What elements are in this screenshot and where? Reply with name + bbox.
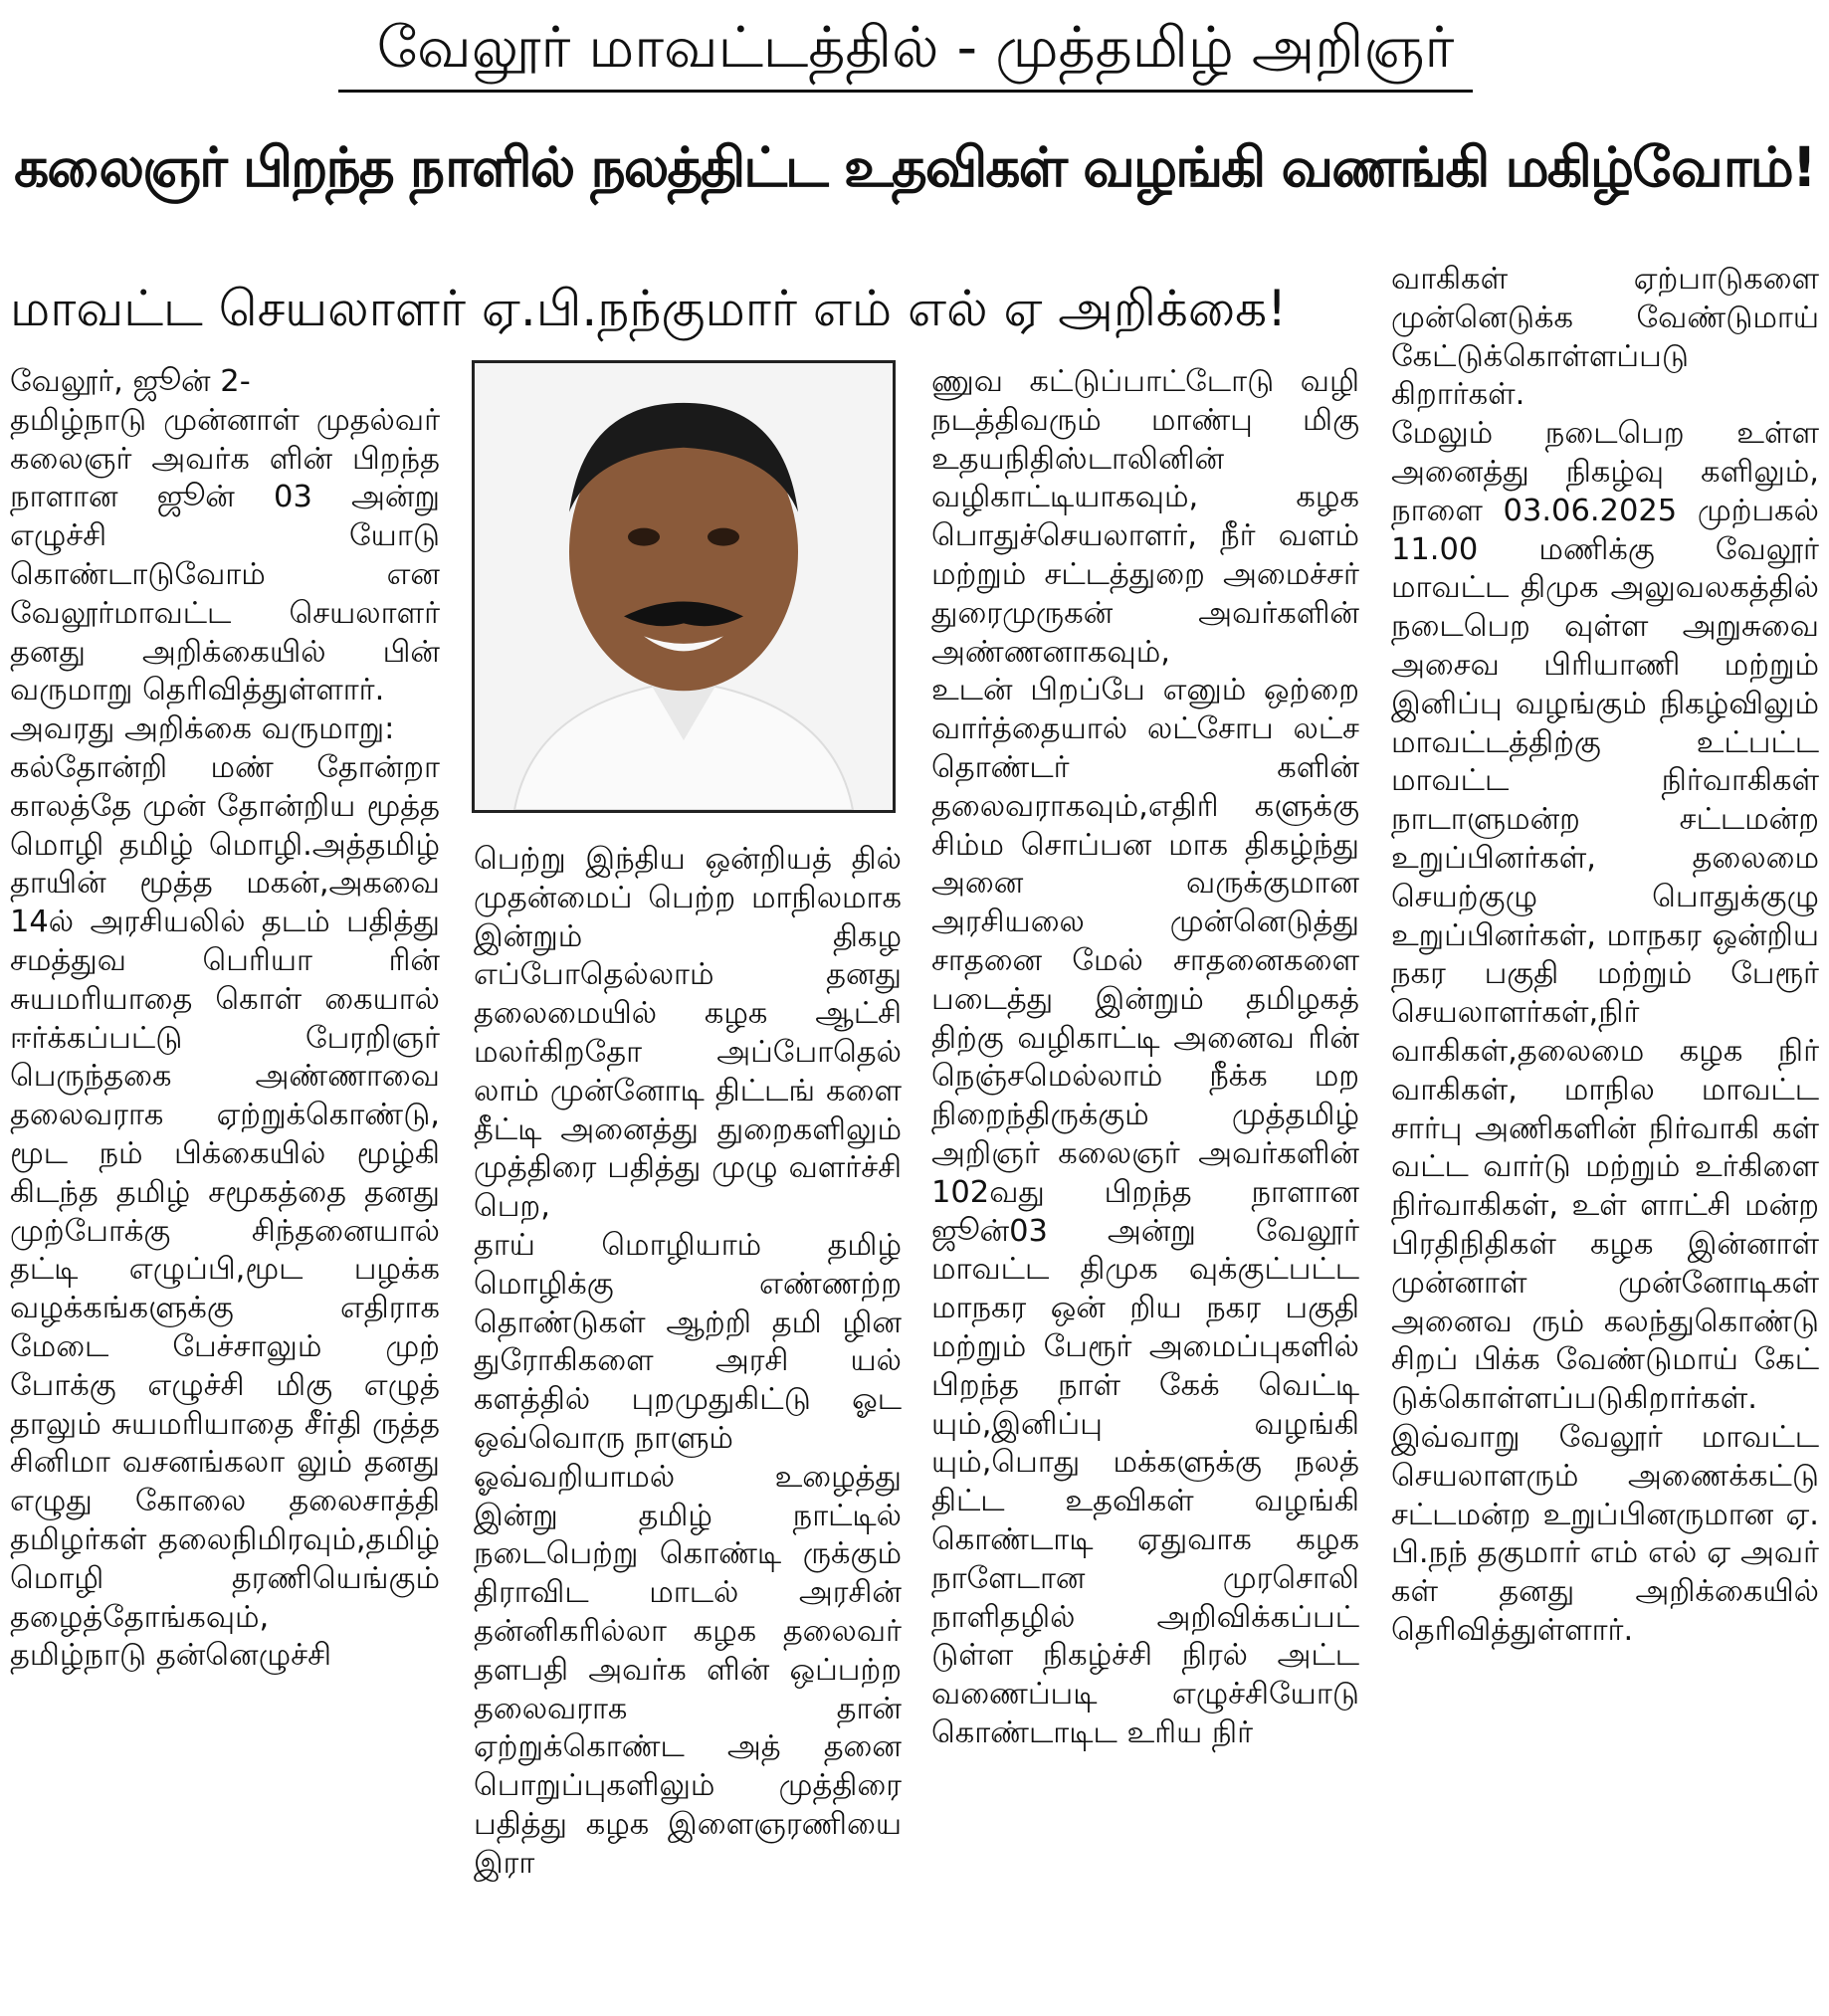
article-column-1: வேலூர், ஜூன் 2- தமிழ்நாடு முன்னாள் முதல்வர் கலைஞர் அவர்க ளின் பிறந்த நாளான ஜூன் 03 அன்று எழுச்சி யோடு கொண்டாடுவோம் என வேலூர்மாவட்ட செயலாளர் தனது அறிக்கையில் பின் வருமாறு தெரிவித்துள்ளார். அவரது அறிக்கை வருமாறு: கல்தோன்றி மண் தோன்றா காலத்தே முன் தோன்றிய மூத்த மொழி தமிழ் மொழி.அத்தமிழ் தாயின் மூத்த மகன்,அகவை 14ல் அரசியலில் தடம் பதித்து சமத்துவ பெரியா ரின் சுயமரியாதை கொள் கையால் ஈர்க்கப்பட்டு பேரறிஞர் பெருந்தகை அண்ணாவை தலைவராக ஏற்றுக்கொண்டு, மூட நம் பிக்கையில் மூழ்கி கிடந்த தமிழ் சமூகத்தை தனது முற்போக்கு சிந்தனையால் தட்டி எழுப்பி,மூட பழக்க வழக்கங்களுக்கு எதிராக மேடை பேச்சாலும் முற் போக்கு எழுச்சி மிகு எழுத் தாலும் சுயமரியாதை சீர்தி ருத்த சினிமா வசனங்கலா லும் தனது எழுது கோலை தலைசாத்தி தமிழர்கள் தலைநிமிரவும்,தமிழ் மொழி தரணியெங்கும் தழைத்தோங்கவும், தமிழ்நாடு தன்னெழுச்சி <box>10 364 440 1674</box>
portrait-photo <box>472 360 896 813</box>
article-column-4: வாகிகள் ஏற்பாடுகளை முன்னெடுக்க வேண்டுமாய் கேட்டுக்கொள்ளப்படு கிறார்கள். மேலும் நடைபெற உள்ள அனைத்து நிகழ்வு களிலும், நாளை 03.06.2025 முற்பகல் 11.00 மணிக்கு வேலூர் மாவட்ட திமுக அலுவலகத்தில் நடைபெற வுள்ள அறுசுவை அசைவ பிரியாணி மற்றும் இனிப்பு வழங்கும் நிகழ்விலும் மாவட்டத்திற்கு உட்பட்ட மாவட்ட நிர்வாகிகள் நாடாளுமன்ற சட்டமன்ற உறுப்பினர்கள், தலைமை செயற்குழு பொதுக்குழு உறுப்பினர்கள், மாநகர ஒன்றிய நகர பகுதி மற்றும் பேரூர் செயலாளர்கள்,நிர் வாகிகள்,தலைமை கழக நிர் வாகிகள், மாநில மாவட்ட சார்பு அணிகளின் நிர்வாகி கள் வட்ட வார்டு மற்றும் உர்கிளை நிர்வாகிகள், உள் ளாட்சி மன்ற பிரதிநிதிகள் கழக இன்னாள் முன்னாள் முன்னோடிகள் அனைவ ரும் கலந்துகொண்டு சிறப் பிக்க வேண்டுமாய் கேட் டுக்கொள்ளப்படுகிறார்கள். இவ்வாறு வேலூர் மாவட்ட செயலாளரும் அணைக்கட்டு சட்டமன்ற உறுப்பினருமான ஏ. பி.நந் தகுமார் எம் எல் ஏ அவர் கள் தனது அறிக்கையில் தெரிவித்துள்ளார். <box>1391 262 1819 1648</box>
article-column-3: ணுவ கட்டுப்பாட்டோடு வழி நடத்திவரும் மாண்பு மிகு உதயநிதிஸ்டாலினின் வழிகாட்டியாகவும், கழக பொதுச்செயலாளர், நீர் வளம் மற்றும் சட்டத்துறை அமைச்சர் துரைமுருகன் அவர்களின் அண்ணனாகவும், உடன் பிறப்பே எனும் ஒற்றை வார்த்தையால் லட்சோப லட்ச தொண்டர் களின் தலைவராகவும்,எதிரி களுக்கு சிம்ம சொப்பன மாக திகழ்ந்து அனை வருக்குமான அரசியலை முன்னெடுத்து சாதனை மேல் சாதனைகளை படைத்து இன்றும் தமிழகத் திற்கு வழிகாட்டி அனைவ ரின் நெஞ்சமெல்லாம் நீக்க மற நிறைந்திருக்கும் முத்தமிழ் அறிஞர் கலைஞர் அவர்களின் 102வது பிறந்த நாளான ஜூன்03 அன்று வேலூர் மாவட்ட திமுக வுக்குட்பட்ட மாநகர ஒன் றிய நகர பகுதி மற்றும் பேரூர் அமைப்புகளில் பிறந்த நாள் கேக் வெட்டி யும்,இனிப்பு வழங்கி யும்,பொது மக்களுக்கு நலத் திட்ட உதவிகள் வழங்கி கொண்டாடி ஏதுவாக கழக நாளேடான முரசொலி நாளிதழில் அறிவிக்கப்பட் டுள்ள நிகழ்ச்சி நிரல் அட்ட வணைப்படி எழுச்சியோடு கொண்டாடிட உரிய நிர் <box>931 364 1359 1750</box>
kicker: வேலூர் மாவட்டத்தில் - முத்தமிழ் அறிஞர் <box>376 15 1455 81</box>
headline: கலைஞர் பிறந்த நாளில் நலத்திட்ட உதவிகள் வழங்கி வணங்கி மகிழ்வோம்! <box>14 135 1815 199</box>
kicker-rule <box>338 90 1473 93</box>
portrait-photo-icon <box>475 363 893 810</box>
article-column-2: பெற்று இந்திய ஒன்றியத் தில் முதன்மைப் பெற்ற மாநிலமாக இன்றும் திகழ எப்போதெல்லாம் தனது தலைமையில் கழக ஆட்சி மலர்கிறதோ அப்போதெல் லாம் முன்னோடி திட்டங் களை தீட்டி அனைத்து துறைகளிலும் முத்திரை பதித்து முழு வளர்ச்சி பெற, தாய் மொழியாம் தமிழ் மொழிக்கு எண்ணற்ற தொண்டுகள் ஆற்றி தமி ழின துரோகிகளை அரசி யல் களத்தில் புறமுதுகிட்டு ஓட ஒவ்வொரு நாளும் ஓவ்வறியாமல் உழைத்து இன்று தமிழ் நாட்டில் நடைபெற்று கொண்டி ருக்கும் திராவிட மாடல் அரசின் தன்னிகரில்லா கழக தலைவர் தளபதி அவர்க ளின் ஒப்பற்ற தலைவராக தான் ஏற்றுக்கொண்ட அத் தனை பொறுப்புகளிலும் முத்திரை பதித்து கழக இளைஞரணியை இரா <box>474 842 902 1881</box>
subhead: மாவட்ட செயலாளர் ஏ.பி.நந்குமார் எம் எல் ஏ அறிக்கை! <box>10 280 1288 337</box>
